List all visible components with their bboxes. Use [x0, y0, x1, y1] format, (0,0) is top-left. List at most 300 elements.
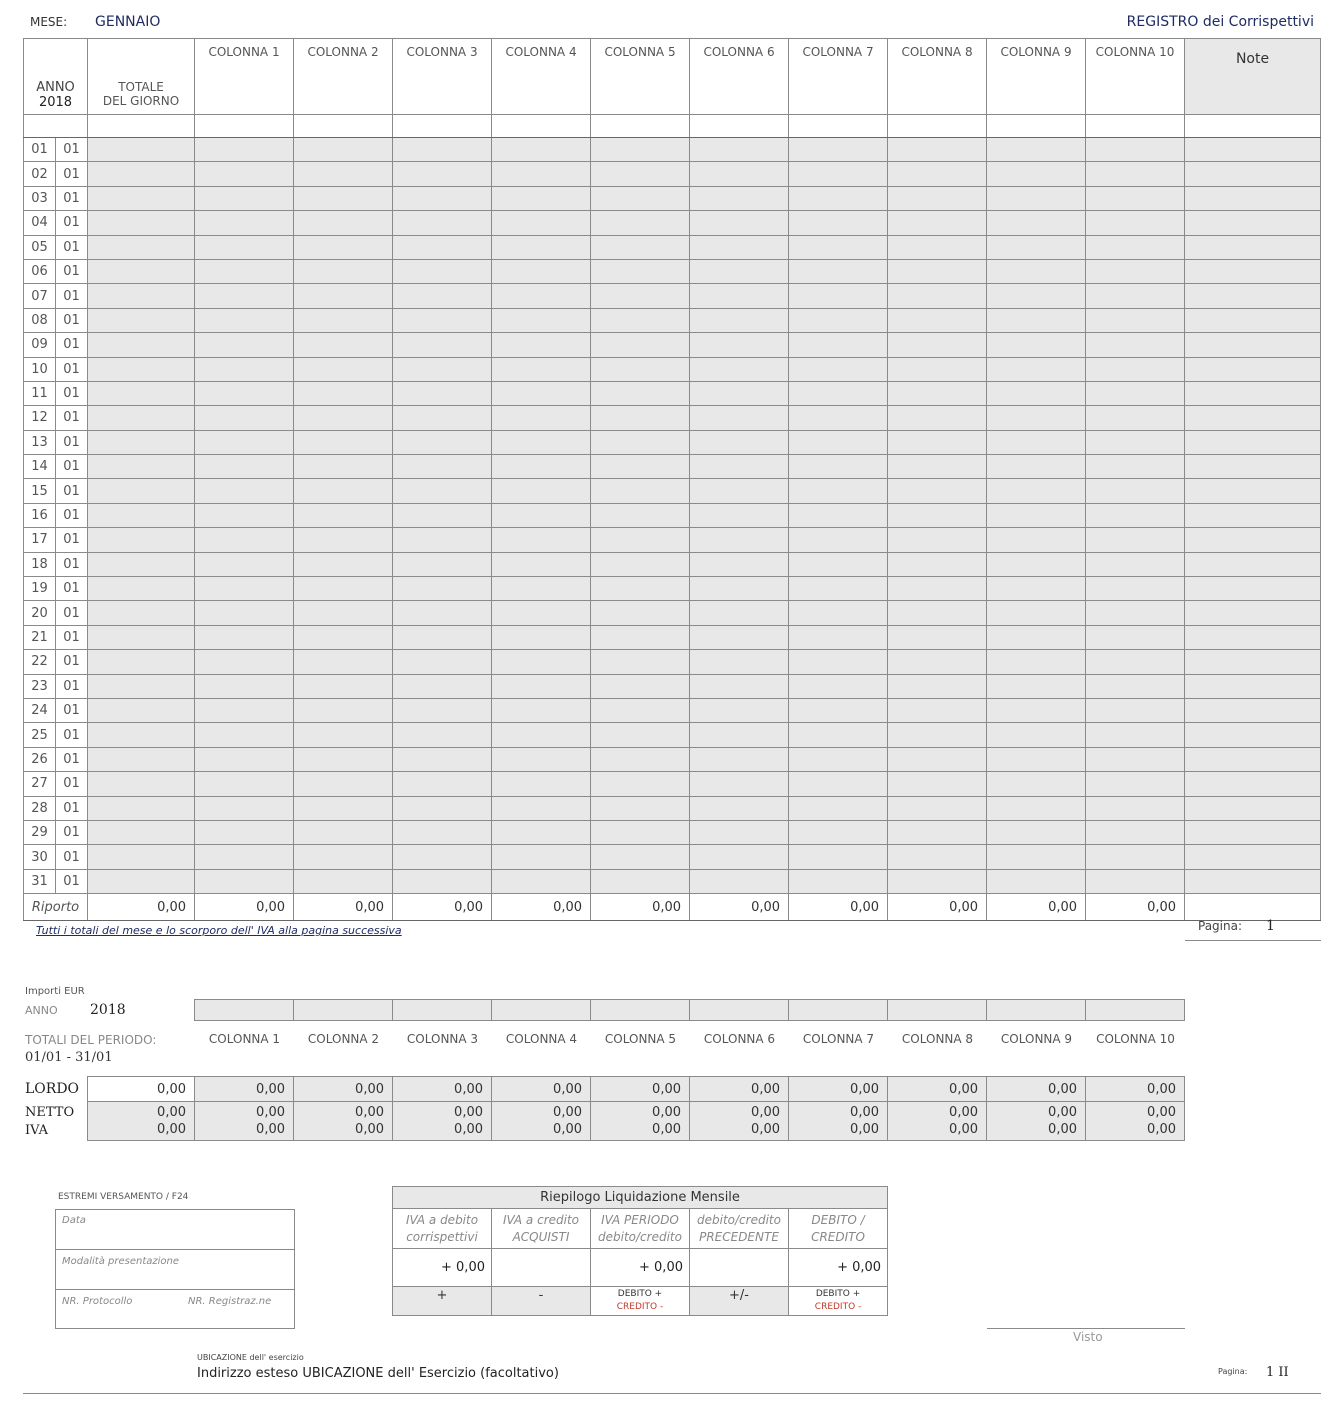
- colonna-cell[interactable]: [591, 162, 690, 186]
- colonna-cell[interactable]: [591, 723, 690, 747]
- colonna-cell[interactable]: [789, 747, 888, 771]
- colonna-cell[interactable]: [1086, 625, 1185, 649]
- note-cell[interactable]: [1185, 430, 1321, 454]
- colonna-cell[interactable]: [492, 820, 591, 844]
- colonna-cell[interactable]: [888, 479, 987, 503]
- colonna-cell[interactable]: [492, 162, 591, 186]
- colonna-cell[interactable]: [987, 625, 1086, 649]
- note-cell[interactable]: [1185, 869, 1321, 893]
- next-page-link[interactable]: Tutti i totali del mese e lo scorporo dell' IVA alla pagina successiva: [36, 924, 402, 937]
- colonna-cell[interactable]: [690, 796, 789, 820]
- colonna-cell[interactable]: [1086, 211, 1185, 235]
- note-cell[interactable]: [1185, 479, 1321, 503]
- colonna-cell[interactable]: [690, 259, 789, 283]
- colonna-cell[interactable]: [987, 772, 1086, 796]
- colonna-cell[interactable]: [195, 308, 294, 332]
- colonna-cell[interactable]: [294, 796, 393, 820]
- colonna-cell[interactable]: [789, 211, 888, 235]
- colonna-cell[interactable]: [888, 674, 987, 698]
- colonna-cell[interactable]: [888, 381, 987, 405]
- colonna-cell[interactable]: [987, 698, 1086, 722]
- totale-cell[interactable]: [88, 308, 195, 332]
- colonna-cell[interactable]: [690, 138, 789, 162]
- colonna-cell[interactable]: [591, 284, 690, 308]
- colonna-cell[interactable]: [393, 235, 492, 259]
- colonna-cell[interactable]: [690, 284, 789, 308]
- colonna-cell[interactable]: [1086, 162, 1185, 186]
- colonna-cell[interactable]: [987, 650, 1086, 674]
- note-cell[interactable]: [1185, 503, 1321, 527]
- colonna-cell[interactable]: [195, 235, 294, 259]
- colonna-cell[interactable]: [690, 625, 789, 649]
- colonna-cell[interactable]: [393, 284, 492, 308]
- colonna-cell[interactable]: [492, 186, 591, 210]
- colonna-cell[interactable]: [195, 528, 294, 552]
- colonna-cell[interactable]: [888, 211, 987, 235]
- colonna-cell[interactable]: [987, 333, 1086, 357]
- colonna-cell[interactable]: [987, 430, 1086, 454]
- colonna-cell[interactable]: [294, 552, 393, 576]
- colonna-cell[interactable]: [492, 698, 591, 722]
- colonna-cell[interactable]: [393, 625, 492, 649]
- colonna-cell[interactable]: [690, 845, 789, 869]
- colonna-cell[interactable]: [195, 869, 294, 893]
- colonna-cell[interactable]: [591, 381, 690, 405]
- colonna-cell[interactable]: [888, 430, 987, 454]
- totale-cell[interactable]: [88, 820, 195, 844]
- colonna-cell[interactable]: [294, 357, 393, 381]
- colonna-cell[interactable]: [690, 211, 789, 235]
- colonna-cell[interactable]: [1086, 772, 1185, 796]
- colonna-cell[interactable]: [987, 211, 1086, 235]
- colonna-cell[interactable]: [294, 284, 393, 308]
- note-cell[interactable]: [1185, 357, 1321, 381]
- totale-cell[interactable]: [88, 869, 195, 893]
- colonna-cell[interactable]: [591, 479, 690, 503]
- colonna-cell[interactable]: [1086, 186, 1185, 210]
- colonna-cell[interactable]: [294, 650, 393, 674]
- colonna-cell[interactable]: [888, 406, 987, 430]
- colonna-cell[interactable]: [195, 796, 294, 820]
- colonna-cell[interactable]: [789, 235, 888, 259]
- colonna-cell[interactable]: [987, 503, 1086, 527]
- colonna-cell[interactable]: [987, 406, 1086, 430]
- colonna-cell[interactable]: [294, 381, 393, 405]
- colonna-cell[interactable]: [789, 552, 888, 576]
- colonna-cell[interactable]: [294, 601, 393, 625]
- colonna-cell[interactable]: [789, 796, 888, 820]
- colonna-cell[interactable]: [789, 333, 888, 357]
- colonna-cell[interactable]: [393, 601, 492, 625]
- colonna-cell[interactable]: [987, 601, 1086, 625]
- colonna-cell[interactable]: [591, 235, 690, 259]
- colonna-cell[interactable]: [888, 186, 987, 210]
- colonna-cell[interactable]: [393, 674, 492, 698]
- colonna-cell[interactable]: [987, 869, 1086, 893]
- note-cell[interactable]: [1185, 284, 1321, 308]
- colonna-cell[interactable]: [888, 455, 987, 479]
- colonna-cell[interactable]: [591, 333, 690, 357]
- totale-cell[interactable]: [88, 381, 195, 405]
- colonna-cell[interactable]: [789, 625, 888, 649]
- colonna-cell[interactable]: [195, 577, 294, 601]
- note-cell[interactable]: [1185, 820, 1321, 844]
- colonna-cell[interactable]: [1086, 845, 1185, 869]
- colonna-cell[interactable]: [888, 869, 987, 893]
- colonna-cell[interactable]: [294, 747, 393, 771]
- colonna-cell[interactable]: [888, 162, 987, 186]
- note-cell[interactable]: [1185, 674, 1321, 698]
- colonna-cell[interactable]: [690, 601, 789, 625]
- totale-cell[interactable]: [88, 796, 195, 820]
- colonna-cell[interactable]: [690, 186, 789, 210]
- colonna-cell[interactable]: [888, 552, 987, 576]
- colonna-cell[interactable]: [492, 528, 591, 552]
- colonna-cell[interactable]: [294, 698, 393, 722]
- colonna-cell[interactable]: [393, 259, 492, 283]
- colonna-cell[interactable]: [888, 333, 987, 357]
- colonna-cell[interactable]: [1086, 406, 1185, 430]
- totale-cell[interactable]: [88, 357, 195, 381]
- colonna-cell[interactable]: [195, 406, 294, 430]
- note-cell[interactable]: [1185, 235, 1321, 259]
- colonna-cell[interactable]: [195, 747, 294, 771]
- colonna-cell[interactable]: [195, 138, 294, 162]
- colonna-cell[interactable]: [591, 820, 690, 844]
- colonna-cell[interactable]: [789, 723, 888, 747]
- note-cell[interactable]: [1185, 723, 1321, 747]
- colonna-cell[interactable]: [492, 308, 591, 332]
- colonna-cell[interactable]: [1086, 747, 1185, 771]
- note-cell[interactable]: [1185, 552, 1321, 576]
- colonna-cell[interactable]: [789, 601, 888, 625]
- note-cell[interactable]: [1185, 381, 1321, 405]
- colonna-cell[interactable]: [987, 479, 1086, 503]
- colonna-cell[interactable]: [393, 552, 492, 576]
- colonna-cell[interactable]: [393, 406, 492, 430]
- colonna-cell[interactable]: [492, 577, 591, 601]
- colonna-cell[interactable]: [789, 698, 888, 722]
- totale-cell[interactable]: [88, 479, 195, 503]
- colonna-cell[interactable]: [195, 211, 294, 235]
- colonna-cell[interactable]: [888, 723, 987, 747]
- colonna-cell[interactable]: [195, 162, 294, 186]
- note-cell[interactable]: [1185, 186, 1321, 210]
- colonna-cell[interactable]: [195, 625, 294, 649]
- colonna-cell[interactable]: [393, 138, 492, 162]
- colonna-cell[interactable]: [195, 601, 294, 625]
- colonna-cell[interactable]: [591, 503, 690, 527]
- totale-cell[interactable]: [88, 503, 195, 527]
- colonna-cell[interactable]: [492, 357, 591, 381]
- colonna-cell[interactable]: [492, 625, 591, 649]
- colonna-cell[interactable]: [195, 430, 294, 454]
- note-cell[interactable]: [1185, 162, 1321, 186]
- f24-modalita-row[interactable]: [56, 1250, 294, 1290]
- colonna-cell[interactable]: [690, 333, 789, 357]
- colonna-cell[interactable]: [492, 430, 591, 454]
- colonna-cell[interactable]: [690, 528, 789, 552]
- totale-cell[interactable]: [88, 211, 195, 235]
- note-cell[interactable]: [1185, 625, 1321, 649]
- colonna-cell[interactable]: [987, 381, 1086, 405]
- colonna-cell[interactable]: [393, 869, 492, 893]
- colonna-cell[interactable]: [888, 820, 987, 844]
- colonna-cell[interactable]: [393, 747, 492, 771]
- colonna-cell[interactable]: [195, 479, 294, 503]
- colonna-cell[interactable]: [789, 381, 888, 405]
- colonna-cell[interactable]: [789, 284, 888, 308]
- colonna-cell[interactable]: [789, 820, 888, 844]
- colonna-cell[interactable]: [789, 138, 888, 162]
- colonna-cell[interactable]: [393, 479, 492, 503]
- colonna-cell[interactable]: [591, 528, 690, 552]
- colonna-cell[interactable]: [294, 577, 393, 601]
- colonna-cell[interactable]: [195, 455, 294, 479]
- colonna-cell[interactable]: [789, 845, 888, 869]
- note-cell[interactable]: [1185, 211, 1321, 235]
- colonna-cell[interactable]: [591, 406, 690, 430]
- colonna-cell[interactable]: [690, 381, 789, 405]
- colonna-cell[interactable]: [1086, 577, 1185, 601]
- colonna-cell[interactable]: [888, 308, 987, 332]
- totale-cell[interactable]: [88, 333, 195, 357]
- colonna-cell[interactable]: [1086, 796, 1185, 820]
- totale-cell[interactable]: [88, 186, 195, 210]
- colonna-cell[interactable]: [690, 406, 789, 430]
- colonna-cell[interactable]: [492, 650, 591, 674]
- colonna-cell[interactable]: [987, 235, 1086, 259]
- colonna-cell[interactable]: [393, 308, 492, 332]
- colonna-cell[interactable]: [888, 650, 987, 674]
- colonna-cell[interactable]: [492, 406, 591, 430]
- colonna-cell[interactable]: [492, 723, 591, 747]
- colonna-cell[interactable]: [195, 820, 294, 844]
- colonna-cell[interactable]: [195, 698, 294, 722]
- colonna-cell[interactable]: [1086, 674, 1185, 698]
- colonna-cell[interactable]: [1086, 698, 1185, 722]
- totale-cell[interactable]: [88, 650, 195, 674]
- totale-cell[interactable]: [88, 552, 195, 576]
- totale-cell[interactable]: [88, 723, 195, 747]
- colonna-cell[interactable]: [492, 747, 591, 771]
- colonna-cell[interactable]: [690, 552, 789, 576]
- colonna-cell[interactable]: [393, 430, 492, 454]
- colonna-cell[interactable]: [789, 869, 888, 893]
- colonna-cell[interactable]: [492, 138, 591, 162]
- note-cell[interactable]: [1185, 138, 1321, 162]
- colonna-cell[interactable]: [294, 406, 393, 430]
- colonna-cell[interactable]: [1086, 820, 1185, 844]
- colonna-cell[interactable]: [591, 674, 690, 698]
- note-cell[interactable]: [1185, 650, 1321, 674]
- colonna-cell[interactable]: [195, 503, 294, 527]
- colonna-cell[interactable]: [690, 747, 789, 771]
- colonna-cell[interactable]: [393, 577, 492, 601]
- colonna-cell[interactable]: [1086, 357, 1185, 381]
- colonna-cell[interactable]: [888, 625, 987, 649]
- totale-cell[interactable]: [88, 259, 195, 283]
- colonna-cell[interactable]: [591, 138, 690, 162]
- colonna-cell[interactable]: [294, 772, 393, 796]
- colonna-cell[interactable]: [888, 235, 987, 259]
- colonna-cell[interactable]: [492, 381, 591, 405]
- colonna-cell[interactable]: [294, 625, 393, 649]
- colonna-cell[interactable]: [591, 211, 690, 235]
- note-cell[interactable]: [1185, 747, 1321, 771]
- note-cell[interactable]: [1185, 308, 1321, 332]
- colonna-cell[interactable]: [987, 577, 1086, 601]
- colonna-cell[interactable]: [591, 869, 690, 893]
- colonna-cell[interactable]: [690, 723, 789, 747]
- totale-cell[interactable]: [88, 284, 195, 308]
- colonna-cell[interactable]: [690, 455, 789, 479]
- totale-cell[interactable]: [88, 601, 195, 625]
- colonna-cell[interactable]: [492, 772, 591, 796]
- colonna-cell[interactable]: [591, 186, 690, 210]
- colonna-cell[interactable]: [789, 357, 888, 381]
- totale-cell[interactable]: [88, 528, 195, 552]
- colonna-cell[interactable]: [1086, 650, 1185, 674]
- colonna-cell[interactable]: [888, 284, 987, 308]
- colonna-cell[interactable]: [294, 162, 393, 186]
- colonna-cell[interactable]: [492, 845, 591, 869]
- colonna-cell[interactable]: [888, 503, 987, 527]
- note-cell[interactable]: [1185, 698, 1321, 722]
- colonna-cell[interactable]: [888, 698, 987, 722]
- colonna-cell[interactable]: [294, 723, 393, 747]
- colonna-cell[interactable]: [195, 650, 294, 674]
- colonna-cell[interactable]: [1086, 528, 1185, 552]
- colonna-cell[interactable]: [294, 455, 393, 479]
- colonna-cell[interactable]: [789, 308, 888, 332]
- colonna-cell[interactable]: [294, 503, 393, 527]
- colonna-cell[interactable]: [393, 698, 492, 722]
- colonna-cell[interactable]: [393, 381, 492, 405]
- colonna-cell[interactable]: [888, 528, 987, 552]
- colonna-cell[interactable]: [690, 650, 789, 674]
- colonna-cell[interactable]: [591, 747, 690, 771]
- totale-cell[interactable]: [88, 406, 195, 430]
- colonna-cell[interactable]: [195, 772, 294, 796]
- colonna-cell[interactable]: [690, 772, 789, 796]
- colonna-cell[interactable]: [888, 747, 987, 771]
- colonna-cell[interactable]: [789, 772, 888, 796]
- colonna-cell[interactable]: [888, 601, 987, 625]
- colonna-cell[interactable]: [294, 186, 393, 210]
- colonna-cell[interactable]: [195, 723, 294, 747]
- colonna-cell[interactable]: [393, 772, 492, 796]
- colonna-cell[interactable]: [789, 674, 888, 698]
- totale-cell[interactable]: [88, 674, 195, 698]
- colonna-cell[interactable]: [294, 528, 393, 552]
- note-cell[interactable]: [1185, 577, 1321, 601]
- colonna-cell[interactable]: [591, 455, 690, 479]
- colonna-cell[interactable]: [690, 577, 789, 601]
- colonna-cell[interactable]: [393, 723, 492, 747]
- colonna-cell[interactable]: [591, 650, 690, 674]
- colonna-cell[interactable]: [690, 357, 789, 381]
- colonna-cell[interactable]: [987, 357, 1086, 381]
- colonna-cell[interactable]: [987, 674, 1086, 698]
- note-cell[interactable]: [1185, 333, 1321, 357]
- colonna-cell[interactable]: [393, 186, 492, 210]
- colonna-cell[interactable]: [294, 211, 393, 235]
- colonna-cell[interactable]: [987, 138, 1086, 162]
- colonna-cell[interactable]: [492, 259, 591, 283]
- colonna-cell[interactable]: [690, 674, 789, 698]
- colonna-cell[interactable]: [393, 162, 492, 186]
- colonna-cell[interactable]: [591, 796, 690, 820]
- colonna-cell[interactable]: [393, 503, 492, 527]
- totale-cell[interactable]: [88, 845, 195, 869]
- colonna-cell[interactable]: [195, 845, 294, 869]
- colonna-cell[interactable]: [987, 820, 1086, 844]
- colonna-cell[interactable]: [1086, 333, 1185, 357]
- colonna-cell[interactable]: [987, 552, 1086, 576]
- colonna-cell[interactable]: [789, 577, 888, 601]
- colonna-cell[interactable]: [591, 772, 690, 796]
- colonna-cell[interactable]: [789, 430, 888, 454]
- colonna-cell[interactable]: [294, 869, 393, 893]
- colonna-cell[interactable]: [1086, 455, 1185, 479]
- colonna-cell[interactable]: [789, 162, 888, 186]
- colonna-cell[interactable]: [789, 528, 888, 552]
- colonna-cell[interactable]: [195, 259, 294, 283]
- colonna-cell[interactable]: [492, 455, 591, 479]
- colonna-cell[interactable]: [195, 552, 294, 576]
- colonna-cell[interactable]: [789, 650, 888, 674]
- note-cell[interactable]: [1185, 259, 1321, 283]
- colonna-cell[interactable]: [492, 869, 591, 893]
- note-cell[interactable]: [1185, 528, 1321, 552]
- colonna-cell[interactable]: [393, 528, 492, 552]
- colonna-cell[interactable]: [294, 259, 393, 283]
- colonna-cell[interactable]: [393, 650, 492, 674]
- colonna-cell[interactable]: [393, 357, 492, 381]
- colonna-cell[interactable]: [1086, 430, 1185, 454]
- colonna-cell[interactable]: [195, 186, 294, 210]
- colonna-cell[interactable]: [1086, 503, 1185, 527]
- colonna-cell[interactable]: [393, 455, 492, 479]
- colonna-cell[interactable]: [987, 455, 1086, 479]
- colonna-cell[interactable]: [294, 845, 393, 869]
- colonna-cell[interactable]: [294, 479, 393, 503]
- colonna-cell[interactable]: [195, 674, 294, 698]
- colonna-cell[interactable]: [294, 235, 393, 259]
- colonna-cell[interactable]: [1086, 138, 1185, 162]
- colonna-cell[interactable]: [492, 235, 591, 259]
- colonna-cell[interactable]: [888, 138, 987, 162]
- colonna-cell[interactable]: [393, 333, 492, 357]
- colonna-cell[interactable]: [987, 796, 1086, 820]
- colonna-cell[interactable]: [987, 162, 1086, 186]
- colonna-cell[interactable]: [1086, 869, 1185, 893]
- colonna-cell[interactable]: [492, 333, 591, 357]
- colonna-cell[interactable]: [393, 211, 492, 235]
- f24-data-row[interactable]: [56, 1210, 294, 1250]
- colonna-cell[interactable]: [1086, 235, 1185, 259]
- totale-cell[interactable]: [88, 235, 195, 259]
- colonna-cell[interactable]: [591, 625, 690, 649]
- note-cell[interactable]: [1185, 796, 1321, 820]
- colonna-cell[interactable]: [789, 455, 888, 479]
- colonna-cell[interactable]: [789, 406, 888, 430]
- colonna-cell[interactable]: [591, 698, 690, 722]
- colonna-cell[interactable]: [690, 235, 789, 259]
- colonna-cell[interactable]: [492, 503, 591, 527]
- colonna-cell[interactable]: [591, 357, 690, 381]
